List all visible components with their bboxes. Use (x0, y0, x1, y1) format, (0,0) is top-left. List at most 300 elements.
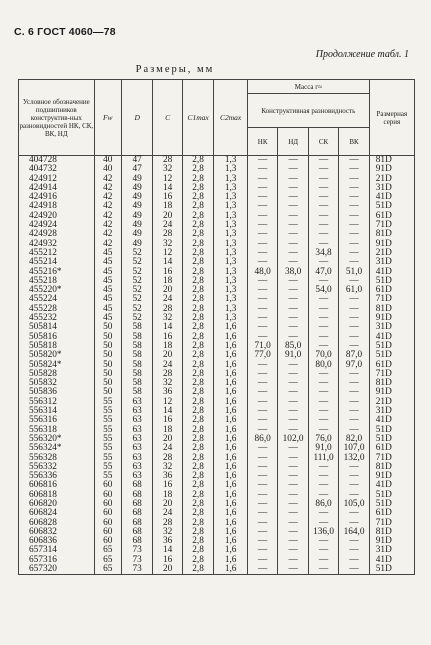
cell-c1max: 2,8 (182, 249, 214, 258)
cell-c: 14 (153, 184, 182, 193)
cell-fw: 50 (94, 388, 121, 397)
cell-mass-hk: — (247, 481, 277, 490)
cell-c1max: 2,8 (182, 323, 214, 332)
cell-c2max: 1,3 (214, 277, 248, 286)
cell-mass-vk: — (339, 323, 369, 332)
cell-c1max: 2,8 (182, 546, 214, 555)
cell-mass-vk: — (339, 240, 369, 249)
cell-fw: 45 (94, 249, 121, 258)
cell-series: 71D (369, 519, 414, 528)
column-header-fw: Fw (94, 80, 121, 156)
cell-c1max: 2,8 (182, 370, 214, 379)
cell-mass-nd: — (278, 221, 308, 230)
cell-series: 71D (369, 221, 414, 230)
cell-mass-sk: — (308, 509, 338, 518)
cell-mass-sk: 76,0 (308, 435, 338, 444)
cell-mass-nd: — (278, 481, 308, 490)
cell-designation: 455232 (19, 314, 95, 323)
cell-mass-hk: — (247, 202, 277, 211)
cell-mass-vk: — (339, 184, 369, 193)
cell-series: 81D (369, 305, 414, 314)
cell-c1max: 2,8 (182, 193, 214, 202)
cell-mass-vk: — (339, 519, 369, 528)
cell-mass-hk: 48,0 (247, 268, 277, 277)
cell-mass-nd: — (278, 323, 308, 332)
cell-mass-nd: — (278, 295, 308, 304)
cell-mass-vk: — (339, 295, 369, 304)
cell-mass-vk: 132,0 (339, 454, 369, 463)
cell-mass-sk: 34,8 (308, 249, 338, 258)
cell-c: 32 (153, 314, 182, 323)
cell-series: 81D (369, 156, 414, 166)
cell-mass-hk: — (247, 398, 277, 407)
cell-mass-hk: — (247, 454, 277, 463)
cell-fw: 42 (94, 193, 121, 202)
cell-mass-sk: — (308, 240, 338, 249)
cell-mass-nd: — (278, 537, 308, 546)
cell-c: 28 (153, 230, 182, 239)
cell-d: 49 (121, 175, 153, 184)
cell-mass-nd: — (278, 556, 308, 565)
cell-mass-nd: 85,0 (278, 342, 308, 351)
cell-c2max: 1,3 (214, 184, 248, 193)
cell-c1max: 2,8 (182, 165, 214, 174)
cell-mass-vk: — (339, 379, 369, 388)
cell-mass-sk: 111,0 (308, 454, 338, 463)
cell-mass-hk: — (247, 379, 277, 388)
cell-mass-nd: — (278, 379, 308, 388)
cell-designation: 455212 (19, 249, 95, 258)
cell-c1max: 2,8 (182, 444, 214, 453)
cell-fw: 55 (94, 454, 121, 463)
cell-c: 16 (153, 193, 182, 202)
cell-d: 58 (121, 323, 153, 332)
cell-series: 51D (369, 435, 414, 444)
cell-c1max: 2,8 (182, 519, 214, 528)
cell-c2max: 1,3 (214, 258, 248, 267)
cell-mass-vk: — (339, 314, 369, 323)
cell-c1max: 2,8 (182, 509, 214, 518)
cell-c2max: 1,3 (214, 175, 248, 184)
cell-c2max: 1,6 (214, 379, 248, 388)
cell-mass-nd: — (278, 444, 308, 453)
cell-mass-vk: — (339, 305, 369, 314)
cell-d: 58 (121, 379, 153, 388)
cell-d: 68 (121, 519, 153, 528)
cell-designation: 424920 (19, 212, 95, 221)
cell-d: 52 (121, 286, 153, 295)
cell-mass-nd: — (278, 463, 308, 472)
cell-c1max: 2,8 (182, 379, 214, 388)
cell-designation: 505824* (19, 361, 95, 370)
cell-c2max: 1,6 (214, 361, 248, 370)
cell-c2max: 1,3 (214, 230, 248, 239)
cell-fw: 45 (94, 286, 121, 295)
cell-series: 51D (369, 277, 414, 286)
cell-mass-vk: — (339, 202, 369, 211)
cell-c1max: 2,8 (182, 426, 214, 435)
cell-mass-sk: 70,0 (308, 351, 338, 360)
cell-c1max: 2,8 (182, 351, 214, 360)
cell-mass-vk: — (339, 491, 369, 500)
cell-mass-nd: — (278, 500, 308, 509)
cell-mass-nd: — (278, 184, 308, 193)
cell-d: 52 (121, 249, 153, 258)
cell-mass-nd: — (278, 314, 308, 323)
cell-c1max: 2,8 (182, 416, 214, 425)
cell-fw: 65 (94, 546, 121, 555)
cell-fw: 42 (94, 240, 121, 249)
cell-designation: 657316 (19, 556, 95, 565)
cell-mass-nd: — (278, 370, 308, 379)
column-group-design-variant: Конструктивная разновидность (247, 94, 369, 128)
cell-mass-sk: — (308, 193, 338, 202)
cell-c2max: 1,6 (214, 388, 248, 397)
cell-mass-nd: — (278, 258, 308, 267)
cell-mass-hk: — (247, 546, 277, 555)
cell-fw: 42 (94, 212, 121, 221)
cell-c: 18 (153, 342, 182, 351)
cell-mass-sk: — (308, 379, 338, 388)
cell-mass-hk: — (247, 491, 277, 500)
cell-mass-sk: — (308, 342, 338, 351)
cell-series: 61D (369, 444, 414, 453)
cell-mass-hk: — (247, 240, 277, 249)
cell-c: 24 (153, 509, 182, 518)
cell-mass-sk: — (308, 258, 338, 267)
cell-mass-nd: — (278, 454, 308, 463)
cell-series: 91D (369, 240, 414, 249)
cell-mass-hk: — (247, 295, 277, 304)
cell-mass-sk: — (308, 519, 338, 528)
cell-mass-nd: — (278, 519, 308, 528)
cell-mass-hk: 86,0 (247, 435, 277, 444)
cell-c: 20 (153, 565, 182, 575)
cell-c: 18 (153, 426, 182, 435)
cell-mass-nd: — (278, 305, 308, 314)
cell-d: 63 (121, 416, 153, 425)
cell-fw: 60 (94, 491, 121, 500)
cell-fw: 55 (94, 407, 121, 416)
cell-c1max: 2,8 (182, 361, 214, 370)
column-header-d: D (121, 80, 153, 156)
cell-mass-nd: — (278, 528, 308, 537)
cell-mass-nd: — (278, 426, 308, 435)
cell-series: 91D (369, 472, 414, 481)
cell-series: 31D (369, 258, 414, 267)
cell-series: 31D (369, 184, 414, 193)
cell-mass-vk: — (339, 212, 369, 221)
cell-fw: 42 (94, 221, 121, 230)
cell-c2max: 1,3 (214, 221, 248, 230)
cell-d: 73 (121, 565, 153, 575)
cell-fw: 55 (94, 472, 121, 481)
cell-mass-sk: — (308, 537, 338, 546)
cell-series: 61D (369, 212, 414, 221)
cell-c2max: 1,6 (214, 407, 248, 416)
cell-mass-vk: 87,0 (339, 351, 369, 360)
cell-mass-nd: 91,0 (278, 351, 308, 360)
cell-mass-nd: — (278, 333, 308, 342)
cell-c2max: 1,6 (214, 435, 248, 444)
cell-designation: 606818 (19, 491, 95, 500)
cell-fw: 50 (94, 333, 121, 342)
cell-designation: 424924 (19, 221, 95, 230)
cell-d: 52 (121, 305, 153, 314)
cell-d: 58 (121, 351, 153, 360)
cell-c2max: 1,3 (214, 202, 248, 211)
cell-c1max: 2,8 (182, 268, 214, 277)
cell-c: 32 (153, 528, 182, 537)
cell-mass-nd: — (278, 491, 308, 500)
cell-mass-vk: — (339, 416, 369, 425)
cell-c: 20 (153, 351, 182, 360)
cell-mass-hk: — (247, 407, 277, 416)
cell-mass-nd: — (278, 249, 308, 258)
cell-c: 14 (153, 546, 182, 555)
cell-c1max: 2,8 (182, 286, 214, 295)
cell-mass-sk: — (308, 184, 338, 193)
cell-c1max: 2,8 (182, 230, 214, 239)
cell-designation: 424918 (19, 202, 95, 211)
cell-mass-hk: — (247, 314, 277, 323)
column-header-vk: ВК (339, 128, 369, 156)
cell-c2max: 1,6 (214, 370, 248, 379)
cell-d: 52 (121, 277, 153, 286)
cell-designation: 657320 (19, 565, 95, 575)
cell-fw: 60 (94, 519, 121, 528)
cell-c: 12 (153, 249, 182, 258)
cell-c2max: 1,6 (214, 398, 248, 407)
cell-c1max: 2,8 (182, 240, 214, 249)
cell-designation: 455224 (19, 295, 95, 304)
cell-designation: 556318 (19, 426, 95, 435)
cell-c: 16 (153, 333, 182, 342)
cell-c1max: 2,8 (182, 398, 214, 407)
cell-mass-sk: — (308, 463, 338, 472)
cell-d: 68 (121, 537, 153, 546)
cell-mass-hk: — (247, 156, 277, 166)
cell-series: 81D (369, 230, 414, 239)
cell-series: 21D (369, 175, 414, 184)
cell-fw: 55 (94, 435, 121, 444)
cell-fw: 65 (94, 556, 121, 565)
cell-mass-hk: — (247, 519, 277, 528)
cell-fw: 60 (94, 509, 121, 518)
cell-c2max: 1,6 (214, 528, 248, 537)
cell-mass-vk: — (339, 258, 369, 267)
cell-designation: 404728 (19, 156, 95, 166)
table-continuation-note: Продолжение табл. 1 (315, 49, 409, 60)
cell-fw: 65 (94, 565, 121, 575)
cell-c2max: 1,6 (214, 323, 248, 332)
cell-series: 41D (369, 481, 414, 490)
cell-d: 47 (121, 165, 153, 174)
cell-mass-hk: — (247, 165, 277, 174)
cell-fw: 45 (94, 314, 121, 323)
cell-designation: 556312 (19, 398, 95, 407)
cell-d: 49 (121, 193, 153, 202)
cell-mass-sk: — (308, 398, 338, 407)
cell-mass-nd: 102,0 (278, 435, 308, 444)
cell-fw: 55 (94, 426, 121, 435)
cell-series: 41D (369, 193, 414, 202)
cell-c: 28 (153, 519, 182, 528)
cell-mass-vk: — (339, 565, 369, 575)
cell-c2max: 1,6 (214, 491, 248, 500)
cell-c: 14 (153, 323, 182, 332)
cell-d: 49 (121, 240, 153, 249)
cell-fw: 45 (94, 268, 121, 277)
cell-designation: 505820* (19, 351, 95, 360)
column-header-designation: Условное обозначение подшипников конструктив-ных разновидностей НК, СК, ВК, НД (19, 80, 95, 156)
cell-designation: 505836 (19, 388, 95, 397)
cell-mass-vk: — (339, 370, 369, 379)
cell-series: 51D (369, 351, 414, 360)
cell-designation: 455216* (19, 268, 95, 277)
cell-c1max: 2,8 (182, 407, 214, 416)
cell-mass-vk: — (339, 277, 369, 286)
cell-designation: 606816 (19, 481, 95, 490)
cell-mass-sk: — (308, 156, 338, 166)
cell-c2max: 1,6 (214, 509, 248, 518)
cell-c: 16 (153, 556, 182, 565)
cell-c: 18 (153, 491, 182, 500)
cell-c2max: 1,6 (214, 481, 248, 490)
cell-series: 91D (369, 537, 414, 546)
cell-mass-vk: — (339, 175, 369, 184)
cell-mass-hk: — (247, 323, 277, 332)
cell-mass-nd: — (278, 230, 308, 239)
cell-c1max: 2,8 (182, 258, 214, 267)
cell-d: 52 (121, 314, 153, 323)
cell-mass-nd: — (278, 509, 308, 518)
cell-designation: 505818 (19, 342, 95, 351)
cell-d: 63 (121, 407, 153, 416)
cell-series: 31D (369, 546, 414, 555)
cell-series: 91D (369, 165, 414, 174)
cell-mass-vk: 97,0 (339, 361, 369, 370)
cell-series: 81D (369, 463, 414, 472)
cell-c: 20 (153, 212, 182, 221)
cell-series: 31D (369, 323, 414, 332)
bearing-dimensions-table (18, 79, 415, 575)
cell-c: 16 (153, 268, 182, 277)
page-reference: С. 6 ГОСТ 4060—78 (14, 26, 116, 38)
cell-c2max: 1,3 (214, 193, 248, 202)
cell-c1max: 2,8 (182, 565, 214, 575)
cell-c1max: 2,8 (182, 342, 214, 351)
cell-mass-sk: — (308, 277, 338, 286)
column-header-c: C (153, 80, 182, 156)
cell-designation: 424912 (19, 175, 95, 184)
cell-mass-vk: — (339, 556, 369, 565)
cell-mass-sk: — (308, 333, 338, 342)
cell-mass-hk: — (247, 537, 277, 546)
cell-mass-vk: 164,0 (339, 528, 369, 537)
cell-fw: 55 (94, 444, 121, 453)
cell-fw: 42 (94, 184, 121, 193)
cell-mass-vk: — (339, 388, 369, 397)
cell-c: 12 (153, 398, 182, 407)
cell-mass-sk: — (308, 314, 338, 323)
cell-fw: 42 (94, 230, 121, 239)
cell-designation: 455228 (19, 305, 95, 314)
cell-mass-sk: — (308, 407, 338, 416)
cell-mass-vk: — (339, 333, 369, 342)
cell-c: 36 (153, 472, 182, 481)
cell-series: 81D (369, 528, 414, 537)
cell-series: 51D (369, 426, 414, 435)
cell-mass-sk: — (308, 426, 338, 435)
cell-mass-nd: — (278, 398, 308, 407)
cell-d: 63 (121, 398, 153, 407)
cell-series: 91D (369, 314, 414, 323)
cell-d: 49 (121, 202, 153, 211)
cell-fw: 50 (94, 323, 121, 332)
cell-c: 32 (153, 463, 182, 472)
cell-series: 41D (369, 333, 414, 342)
cell-series: 51D (369, 491, 414, 500)
cell-d: 58 (121, 370, 153, 379)
cell-fw: 50 (94, 379, 121, 388)
cell-mass-hk: — (247, 333, 277, 342)
cell-c2max: 1,6 (214, 463, 248, 472)
cell-fw: 40 (94, 165, 121, 174)
cell-designation: 505816 (19, 333, 95, 342)
cell-c2max: 1,6 (214, 351, 248, 360)
cell-c2max: 1,3 (214, 305, 248, 314)
cell-series: 71D (369, 295, 414, 304)
cell-d: 63 (121, 463, 153, 472)
cell-c: 28 (153, 305, 182, 314)
cell-designation: 424928 (19, 230, 95, 239)
cell-mass-nd: — (278, 277, 308, 286)
cell-mass-sk: — (308, 212, 338, 221)
cell-mass-sk: 80,0 (308, 361, 338, 370)
cell-c2max: 1,6 (214, 500, 248, 509)
cell-mass-nd: — (278, 407, 308, 416)
cell-designation: 505828 (19, 370, 95, 379)
cell-c2max: 1,6 (214, 519, 248, 528)
cell-mass-sk: — (308, 546, 338, 555)
cell-c2max: 1,6 (214, 565, 248, 575)
cell-c2max: 1,6 (214, 444, 248, 453)
cell-mass-sk: 54,0 (308, 286, 338, 295)
cell-c1max: 2,8 (182, 435, 214, 444)
cell-series: 61D (369, 361, 414, 370)
cell-mass-vk: 82,0 (339, 435, 369, 444)
cell-mass-hk: 77,0 (247, 351, 277, 360)
cell-d: 52 (121, 258, 153, 267)
cell-mass-vk: — (339, 426, 369, 435)
cell-c1max: 2,8 (182, 388, 214, 397)
cell-c2max: 1,3 (214, 165, 248, 174)
cell-designation: 606836 (19, 537, 95, 546)
cell-c: 18 (153, 202, 182, 211)
cell-designation: 556314 (19, 407, 95, 416)
cell-designation: 404732 (19, 165, 95, 174)
cell-mass-sk: — (308, 305, 338, 314)
cell-mass-hk: — (247, 277, 277, 286)
cell-fw: 42 (94, 175, 121, 184)
cell-mass-nd: — (278, 361, 308, 370)
cell-mass-vk: — (339, 193, 369, 202)
cell-series: 91D (369, 388, 414, 397)
cell-designation: 455214 (19, 258, 95, 267)
cell-mass-nd: — (278, 175, 308, 184)
cell-designation: 424916 (19, 193, 95, 202)
